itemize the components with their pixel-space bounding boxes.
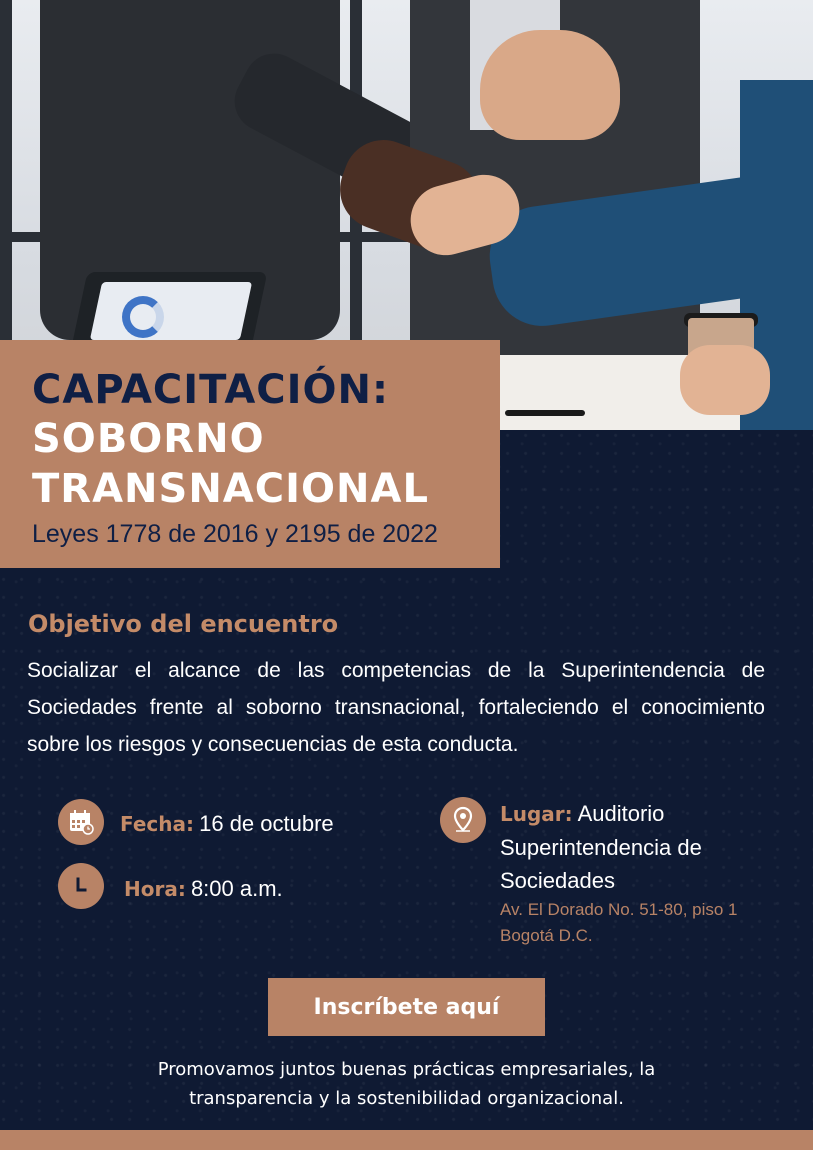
fecha-label: Fecha: xyxy=(120,812,195,836)
clapping-hands xyxy=(480,30,620,140)
lugar-line-1 xyxy=(500,797,800,831)
fecha-row xyxy=(120,811,334,837)
bottom-bar xyxy=(0,1130,813,1150)
lugar-line-2: Superintendencia de xyxy=(500,835,702,860)
window-frame xyxy=(0,0,12,370)
address-line-2: Bogotá D.C. xyxy=(500,926,593,945)
register-button[interactable]: Inscríbete aquí xyxy=(268,978,545,1036)
hora-row xyxy=(124,876,283,902)
closing-text xyxy=(60,1055,753,1113)
pen xyxy=(505,410,585,416)
laptop-donut-chart xyxy=(122,296,164,338)
hora-value: 8:00 a.m. xyxy=(190,876,283,901)
lugar-value: Auditorio xyxy=(577,801,665,826)
title-box xyxy=(0,340,500,568)
title-line-3: TRANSNACIONAL xyxy=(32,466,429,512)
closing-line-1: Promovamos juntos buenas prácticas empresariales, la xyxy=(157,1059,656,1080)
lugar-line-3: Sociedades xyxy=(500,868,615,893)
title-line-2: SOBORNO xyxy=(32,416,265,462)
laptop-screen xyxy=(90,282,252,340)
address-line-1: Av. El Dorado No. 51-80, piso 1 xyxy=(500,900,738,919)
fecha-value: 16 de octubre xyxy=(199,811,334,836)
objective-text: Socializar el alcance de las competencias de la Superintendencia de Sociedades frente al soborno transnacional, fortaleciendo el conocimiento sobre los riesgos y consecuencias de esta conducta. xyxy=(27,659,765,756)
hora-label: Hora: xyxy=(124,877,186,901)
calendar-icon xyxy=(58,799,104,845)
closing-line-2: transparencia y la sostenibilidad organizacional. xyxy=(189,1088,624,1109)
hand-holding-cup xyxy=(680,345,770,415)
lugar-block xyxy=(500,797,800,949)
title-line-1: CAPACITACIÓN: xyxy=(32,367,390,413)
location-pin-icon xyxy=(440,797,486,843)
objective-heading: Objetivo del encuentro xyxy=(28,610,339,638)
clock-icon xyxy=(58,863,104,909)
lugar-label: Lugar: xyxy=(500,802,573,826)
title-subtitle: Leyes 1778 de 2016 y 2195 de 2022 xyxy=(32,520,438,548)
